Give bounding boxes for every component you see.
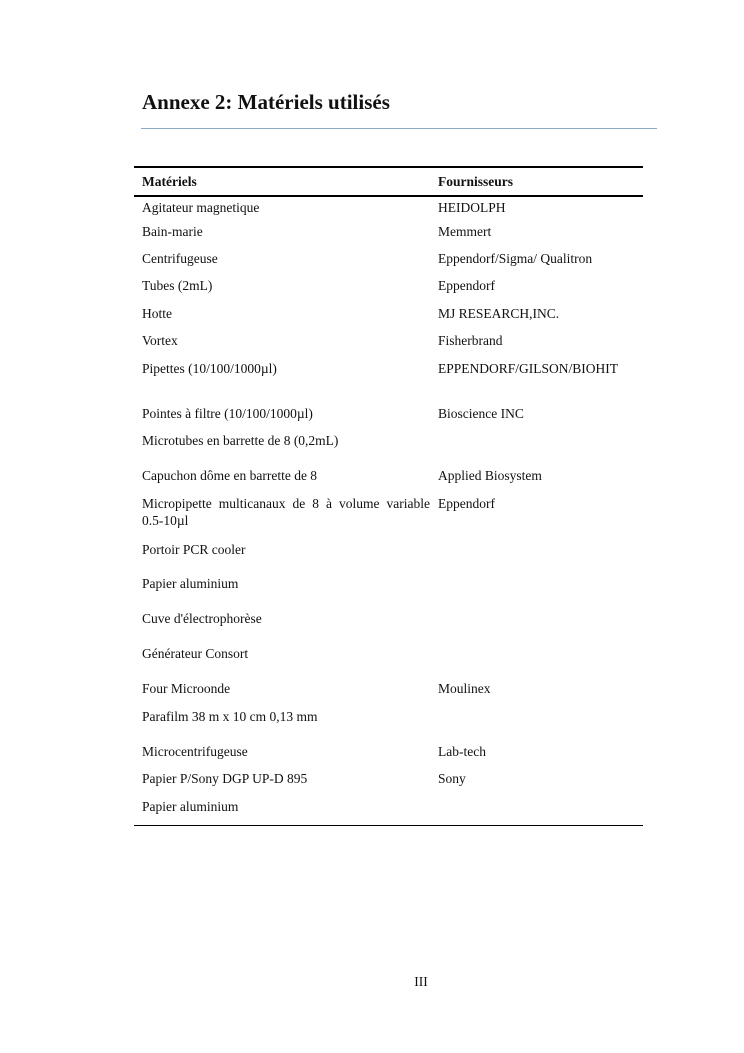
supplier-cell: Moulinex: [438, 681, 491, 696]
supplier-cell: Eppendorf: [438, 278, 495, 293]
material-cell: Générateur Consort: [142, 646, 249, 661]
table-row: [134, 743, 643, 770]
supplier-cell: [436, 575, 643, 610]
table-row: [134, 541, 643, 575]
material-cell: Bain-marie: [142, 224, 203, 239]
material-cell: Papier aluminium: [134, 798, 436, 825]
supplier-cell: Fisherbrand: [438, 333, 503, 348]
table-row: [134, 196, 643, 223]
table-row: [134, 223, 643, 250]
table-row: [134, 360, 643, 405]
material-cell: Pipettes (10/100/1000µl): [142, 361, 277, 376]
page-title: Annexe 2: Matériels utilisés: [142, 90, 390, 114]
material-cell: Capuchon dôme en barrette de 8: [142, 468, 318, 483]
material-cell: Microcentrifugeuse: [142, 744, 248, 759]
table-row: [134, 708, 643, 743]
materials-table: [134, 166, 643, 826]
page-number: III: [414, 974, 428, 989]
material-cell: Hotte: [142, 306, 172, 321]
material-cell: Parafilm 38 m x 10 cm 0,13 mm: [142, 709, 318, 724]
table-row: [134, 432, 643, 467]
material-cell: Centrifugeuse: [142, 251, 218, 266]
supplier-cell: EPPENDORF/GILSON/BIOHIT: [438, 361, 619, 376]
supplier-cell: Lab-tech: [438, 744, 486, 759]
table-row: [134, 495, 643, 541]
table-row: [134, 277, 643, 305]
supplier-cell: [436, 645, 643, 680]
supplier-cell: [436, 432, 643, 467]
material-cell: Pointes à filtre (10/100/1000µl): [142, 406, 313, 421]
table-row: [134, 332, 643, 360]
title-divider: [141, 128, 657, 129]
materials-table-body: [134, 196, 643, 825]
supplier-cell: HEIDOLPH: [438, 200, 506, 215]
supplier-cell: Sony: [438, 771, 466, 786]
table-row: [134, 405, 643, 432]
table-row: [134, 645, 643, 680]
material-cell: Tubes (2mL): [142, 278, 213, 293]
table-row: [134, 575, 643, 610]
supplier-cell: [436, 541, 643, 575]
material-cell: Cuve d'électrophorèse: [142, 611, 262, 626]
material-cell: Papier aluminium: [142, 576, 239, 591]
supplier-cell: [436, 610, 643, 645]
supplier-cell: Eppendorf: [438, 496, 495, 511]
material-cell: Portoir PCR cooler: [142, 542, 246, 557]
table-row: [134, 680, 643, 708]
material-cell: Microtubes en barrette de 8 (0,2mL): [142, 433, 339, 448]
table-row: [134, 250, 643, 277]
material-cell: Four Microonde: [142, 681, 231, 696]
supplier-cell: [436, 798, 643, 825]
supplier-cell: Applied Biosystem: [438, 468, 542, 483]
table-header-row: [134, 167, 643, 196]
material-cell: Papier P/Sony DGP UP-D 895: [142, 771, 308, 786]
material-cell: Agitateur magnetique: [142, 200, 260, 215]
table-row: [134, 467, 643, 495]
supplier-cell: Memmert: [438, 224, 492, 239]
supplier-cell: [436, 708, 643, 743]
table-row: [134, 305, 643, 332]
supplier-cell: Bioscience INC: [438, 406, 524, 421]
material-cell: Micropipette multicanaux de 8 à volume variable 0.5-10µl: [142, 496, 430, 528]
table-row: [134, 770, 643, 798]
header-suppliers: Fournisseurs: [436, 167, 643, 196]
material-cell: Vortex: [142, 333, 178, 348]
table-row: [134, 798, 643, 825]
table-row: [134, 610, 643, 645]
header-materials: Matériels: [134, 167, 436, 196]
supplier-cell: MJ RESEARCH,INC.: [438, 306, 560, 321]
supplier-cell: Eppendorf/Sigma/ Qualitron: [438, 251, 593, 266]
